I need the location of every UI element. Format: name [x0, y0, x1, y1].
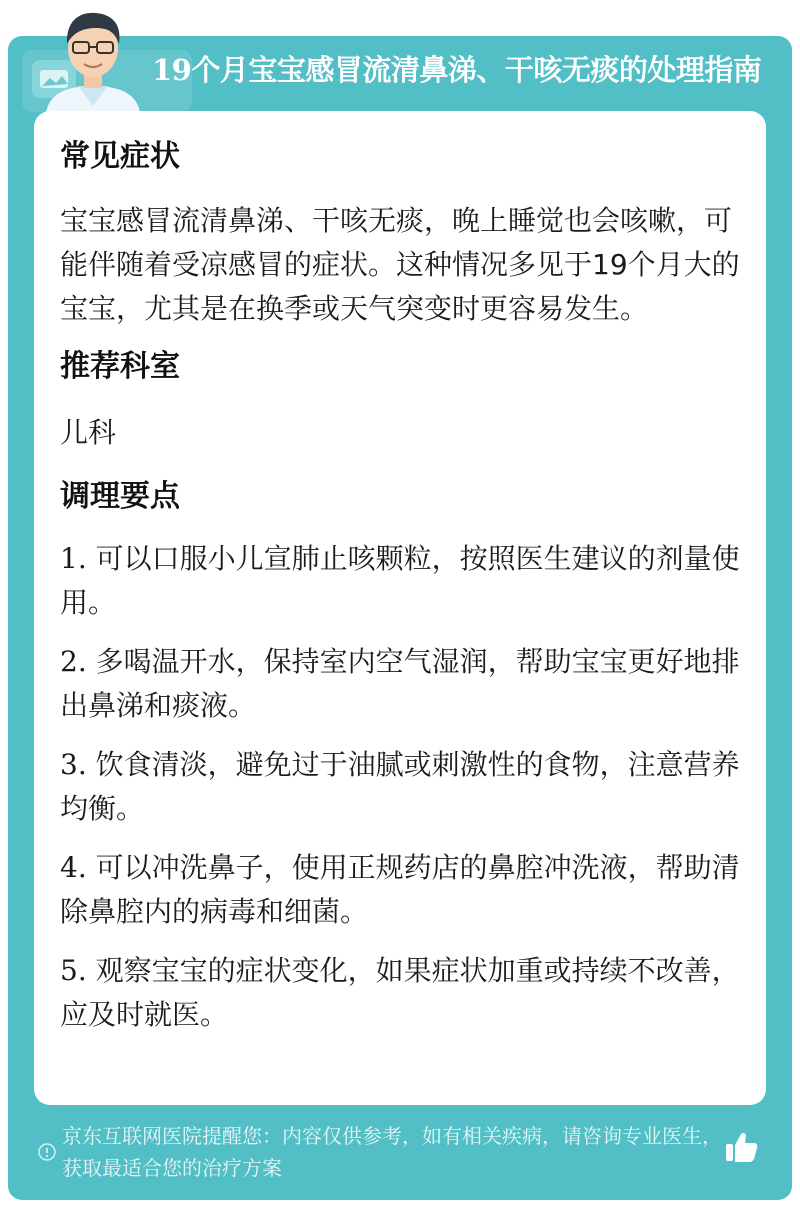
list-item — [60, 537, 740, 625]
list-item — [60, 949, 740, 1037]
list-item-number: 5. — [60, 954, 87, 987]
list-item-text: 可以冲洗鼻子，使用正规药店的鼻腔冲洗液，帮助清除鼻腔内的病毒和细菌。 — [60, 851, 740, 928]
list-item-text: 饮食清淡，避免过于油腻或刺激性的食物，注意营养均衡。 — [60, 748, 740, 825]
list-item — [60, 846, 740, 934]
care-title: 调理要点 — [60, 479, 180, 514]
symptoms-text: 宝宝感冒流清鼻涕、干咳无痰，晚上睡觉也会咳嗽，可能伴随着受凉感冒的症状。这种情况多见于19个月大的宝宝，尤其是在换季或天气突变时更容易发生。 — [60, 204, 740, 325]
list-item — [60, 743, 740, 831]
list-item-number: 1. — [60, 542, 87, 575]
department-title: 推荐科室 — [60, 349, 180, 384]
list-item-number: 3. — [60, 748, 87, 781]
care-list — [60, 537, 740, 1037]
symptoms-title: 常见症状 — [60, 139, 180, 174]
list-item-number: 4. — [60, 851, 87, 884]
disclaimer-text: 京东互联网医院提醒您：内容仅供参考，如有相关疾病，请咨询专业医生，获取最适合您的治疗方案 — [62, 1124, 722, 1180]
thumbs-up-icon[interactable] — [722, 1128, 760, 1166]
content-card — [34, 111, 766, 1105]
page-title: 19个月宝宝感冒流清鼻涕、干咳无痰的处理指南 — [152, 53, 762, 87]
list-item-text: 可以口服小儿宣肺止咳颗粒，按照医生建议的剂量使用。 — [60, 542, 740, 619]
list-item-text: 多喝温开水，保持室内空气湿润，帮助宝宝更好地排出鼻涕和痰液。 — [60, 645, 740, 722]
list-item — [60, 640, 740, 728]
list-item-text: 观察宝宝的症状变化，如果症状加重或持续不改善，应及时就医。 — [60, 954, 740, 1031]
list-item-number: 2. — [60, 645, 87, 678]
department-text: 儿科 — [60, 416, 117, 449]
doctor-avatar-icon — [40, 2, 146, 114]
info-icon — [37, 1142, 57, 1162]
